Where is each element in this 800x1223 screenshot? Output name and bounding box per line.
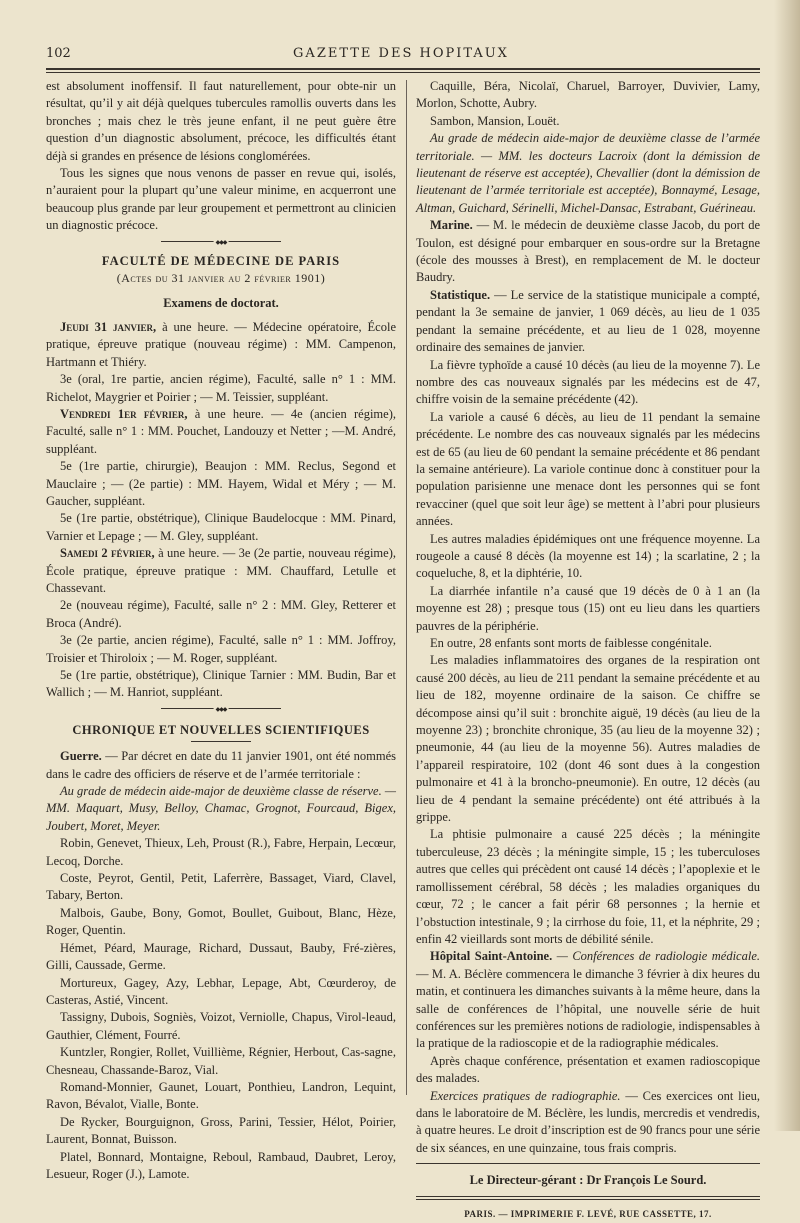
page-edge-shadow	[774, 0, 800, 1131]
exam-entry: 2e (nouveau régime), Faculté, salle n° 2 : MM. Gley, Retterer et Broca (André).	[46, 598, 396, 630]
name-list: Robin, Genevet, Thieux, Leh, Proust (R.), Fabre, Herpain, Lecœur, Lecoq, Dorche.	[46, 836, 396, 868]
exam-entry: 3e (2e partie, ancien régime), Faculté, salle n° 1 : MM. Joffroy, Troisier et Thiroloix ; — M. Roger, suppléant.	[46, 633, 396, 665]
footer-rule	[416, 1196, 760, 1197]
journal-title: GAZETTE DES HOPITAUX	[293, 46, 509, 61]
news-item: Les maladies inflammatoires des organes de la respiration ont causé 200 décès, au lieu de 211 pendant la semaine précédente et au lieu de 182, moyenne ordinaire de la saison. Ce chiffre se décompose ainsi qu’il suit : bronchite aiguë, 19 décès (au lieu de la moyenne 23) ; bronchite chronique, 35 (au lieu de la moyenne 32) ; pneumonie, 44 (au lieu de la moyenne 56). Autres maladies de l’appareil respiratoire, 102 (dont 46 sont dues à la congestion pulmonaire et 41 à la broncho-pneumonie). En outre, 12 décès (au lieu de 4 pendant la semaine précédente) ont été attribués à la grippe.	[416, 653, 760, 825]
news-item: En outre, 28 enfants sont morts de faiblesse congénitale.	[430, 636, 712, 650]
exam-entry: 5e (1re partie, obstétrique), Clinique Baudelocque : MM. Pinard, Varnier et Lepage ; — M. Gley, suppléant.	[46, 511, 396, 543]
header-rule	[46, 68, 760, 70]
chronicle-heading: CHRONIQUE ET NOUVELLES SCIENTIFIQUES	[72, 722, 370, 737]
name-list: Mortureux, Gagey, Azy, Lebhar, Lepage, Abt, Cœurderoy, de Casteras, Astié, Vincent.	[46, 975, 396, 1007]
exam-entry: 5e (1re partie, obstétrique), Clinique Tarnier : MM. Budin, Bar et Wallich ; — M. Hanriot, suppléant.	[46, 668, 396, 700]
faculty-heading: FACULTÉ DE MÉDECINE DE PARIS	[101, 253, 341, 268]
director-signature: Le Directeur-gérant : Dr François Le Sourd.	[469, 1173, 707, 1188]
news-item: Exercices pratiques de radiographie. — Ces exercices ont lieu, dans le laboratoire de M. Béclère, les lundis, mercredis et vendredis, à quatre heures. Le droit d’inscription est de 90 francs pour une série de six séances, en une quinzaine, tous frais compris.	[416, 1088, 761, 1155]
exam-entry: Jeudi 31 janvier, à une heure. — Médecine opératoire, École pratique, épreuve pratique (nouveau régime) : MM. Campenon, Hartmann et Thiéry.	[46, 319, 396, 369]
news-item: Hôpital Saint-Antoine. — Conférences de radiologie médicale. — M. A. Béclère commencera le dimanche 3 février à dix heures du matin, et continuera les dimanches suivants à la même heure, dans la salle de conférences de l’hôpital, une nouvelle série de huit conférences sur les premières notions de radiologie, indispensables à la pratique de la radioscopie et de la radiographie médicales.	[416, 949, 760, 1051]
news-item: La variole a causé 6 décès, au lieu de 11 pendant la semaine précédente. Le nombre des cas nouveaux signalés par les médecins est de 65 (au lieu de 60 pendant la semaine précédente et 86 pendant la semaine antérieure). La variole continue donc à constituer pour la population parisienne une menace dont les personnes qui se font revacciner (quel que soit leur âge) se mettent à l’abri pour plusieurs années.	[416, 409, 760, 529]
exam-entry: Vendredi 1er février, à une heure. — 4e (ancien régime), Faculté, salle n° 1 : MM. Pouchet, Landouzy et Netter ; —M. André, suppléant.	[46, 406, 396, 456]
news-item: Statistique. — Le service de la statistique municipale a compté, pendant la 3e semaine de janvier, 1 069 décès, au lieu de 1 035 pendant la semaine précédente, et au lieu de 1 028, moyenne ordinaire des semaines de janvier.	[416, 287, 760, 355]
page-header	[46, 46, 756, 66]
news-item: Les autres maladies épidémiques ont une fréquence moyenne. La rougeole a causé 8 décès (la moyenne est 14) ; la scarlatine, 2 ; la coqueluche, 8, et la diphtérie, 10.	[416, 531, 760, 581]
name-list: Platel, Bonnard, Montaigne, Reboul, Rambaud, Daubret, Leroy, Lesueur, Roger (J.), Lamote.	[46, 1149, 396, 1181]
name-list: Hémet, Péard, Maurage, Richard, Dussaut, Bauby, Fré-zières, Gilli, Caussade, Germe.	[46, 940, 396, 973]
name-list: Romand-Monnier, Gaunet, Louart, Ponthieu, Landron, Lequint, Ravon, Bévalot, Vialle, Bonte.	[46, 1079, 396, 1112]
article-paragraph: Tous les signes que nous venons de passer en revue qui, isolés, n’auraient pour la plupart qu’une valeur minime, en acquerront une beaucoup plus grande par leur groupement et permettront au clinicien un diagnostic précoce.	[46, 166, 396, 233]
name-list: Tassigny, Dubois, Sogniès, Voizot, Verniolle, Chapus, Virol-leaud, Gauthier, Clément, Fourré.	[46, 1010, 396, 1042]
faculty-subheading: (Actes du 31 janvier au 2 février 1901)	[116, 271, 326, 286]
news-item: Guerre. — Par décret en date du 11 janvier 1901, ont été nommés dans le cadre des officiers de réserve et de l’armée territoriale :	[46, 749, 396, 781]
news-item: Au grade de médecin aide-major de deuxième classe de l’armée territoriale. — MM. les docteurs Lacroix (dont la démission de lieutenant de réserve est acceptée), Chevallier (dont la démission de lieutenant de l’armée territoriale est acceptée), Bonnaymé, Lesage, Altman, Guichard, Sérinelli, Michel-Dansac, Estrabant, Guérineau.	[416, 131, 760, 215]
news-item: La fièvre typhoïde a causé 10 décès (au lieu de la moyenne 7). Le nombre des cas nouveaux signalés par les médecins est de 47, chiffre voisin de la semaine précédente (42).	[416, 357, 760, 407]
name-list: Sambon, Mansion, Louët.	[430, 113, 560, 128]
exam-entry: 3e (oral, 1re partie, ancien régime), Faculté, salle n° 1 : MM. Richelot, Maygrier et Poirier ; — M. Teissier, suppléant.	[46, 372, 396, 404]
footer-rule	[416, 1163, 760, 1164]
exam-entry: Samedi 2 février, à une heure. — 3e (2e partie, nouveau régime), École pratique, épreuve pratique : MM. Chauffard, Letulle et Chassevant.	[46, 546, 396, 595]
section-separator	[46, 235, 396, 249]
heading-rule	[191, 741, 251, 742]
article-paragraph: est absolument inoffensif. Il faut naturellement, pour obte-nir un résultat, qu’il y ait déjà quelques tubercules ramollis ouverts dans les bronches ; mais chez le très jeune enfant, il ne peut guère être question d’un diagnostic absolument, précoce, les difficultés étant déjà si grandes en présence de lésions conglomérées.	[46, 79, 396, 163]
news-item: La phtisie pulmonaire a causé 225 décès ; la méningite tuberculeuse, 23 décès ; la méningite simple, 15 ; les tuberculoses autres que celles qui précèdent ont causé 14 décès ; l’apoplexie et le ramollissement cérébral, 58 décès ; les maladies organiques du cœur, 72 ; le cancer a fait périr 68 personnes ; la hernie et l’obstuction intestinale, 9 ; la cirrhose du foie, 11, et la néphrite, 29 ; enfin 42 vieillards sont morts de débilité sénile.	[416, 827, 760, 946]
news-item: La diarrhée infantile n’a causé que 19 décès de 0 à 1 an (la moyenne est 28) ; presque tous (15) ont eu lieu dans les quartiers pauvres de la périphérie.	[416, 583, 760, 633]
column-divider	[406, 80, 407, 1095]
right-column	[416, 78, 760, 1223]
name-list: Malbois, Gaube, Bony, Gomot, Boullet, Guibout, Blanc, Hèze, Roger, Quentin.	[46, 905, 396, 938]
page-number: 102	[46, 46, 71, 61]
name-list: Caquille, Béra, Nicolaï, Charuel, Barroyer, Duvivier, Lamy, Morlon, Schotte, Aubry.	[416, 79, 760, 111]
left-column	[46, 78, 396, 1183]
footer-rule-thin	[416, 1199, 760, 1200]
exams-heading: Examens de doctorat.	[163, 296, 279, 311]
name-list: Coste, Peyrot, Gentil, Petit, Laferrère, Bassaget, Viard, Clavel, Tabary, Berton.	[46, 871, 396, 903]
news-item: Au grade de médecin aide-major de deuxième classe de réserve. — MM. Maquart, Musy, Belloy, Chamac, Grognot, Fourcaud, Bigex, Joubert, Moret, Meyer.	[46, 784, 396, 833]
header-rule-thin	[46, 72, 760, 73]
printer-line: PARIS. — IMPRIMERIE F. LEVÉ, RUE CASSETTE, 17.	[464, 1208, 712, 1219]
news-item: Après chaque conférence, présentation et examen radioscopique des malades.	[416, 1053, 760, 1086]
section-separator	[46, 702, 396, 716]
exam-entry: 5e (1re partie, chirurgie), Beaujon : MM. Reclus, Segond et Mauclaire ; — (2e partie) : MM. Hayem, Widal et Méry ; — M. Gaucher, suppléant.	[46, 459, 396, 508]
name-list: Kuntzler, Rongier, Rollet, Vuillième, Régnier, Herbout, Cas-sagne, Chesneau, Chassande-Baroz, Vial.	[46, 1045, 396, 1077]
name-list: De Rycker, Bourguignon, Gross, Parini, Tessier, Hélot, Poirier, Laurent, Bonnat, Buisson.	[46, 1114, 396, 1147]
news-item: Marine. — M. le médecin de deuxième classe Jacob, du port de Toulon, est désigné pour embarquer en sous-ordre sur la Bretagne (école des mousses à Brest), en remplacement de M. le docteur Baudry.	[416, 218, 760, 285]
